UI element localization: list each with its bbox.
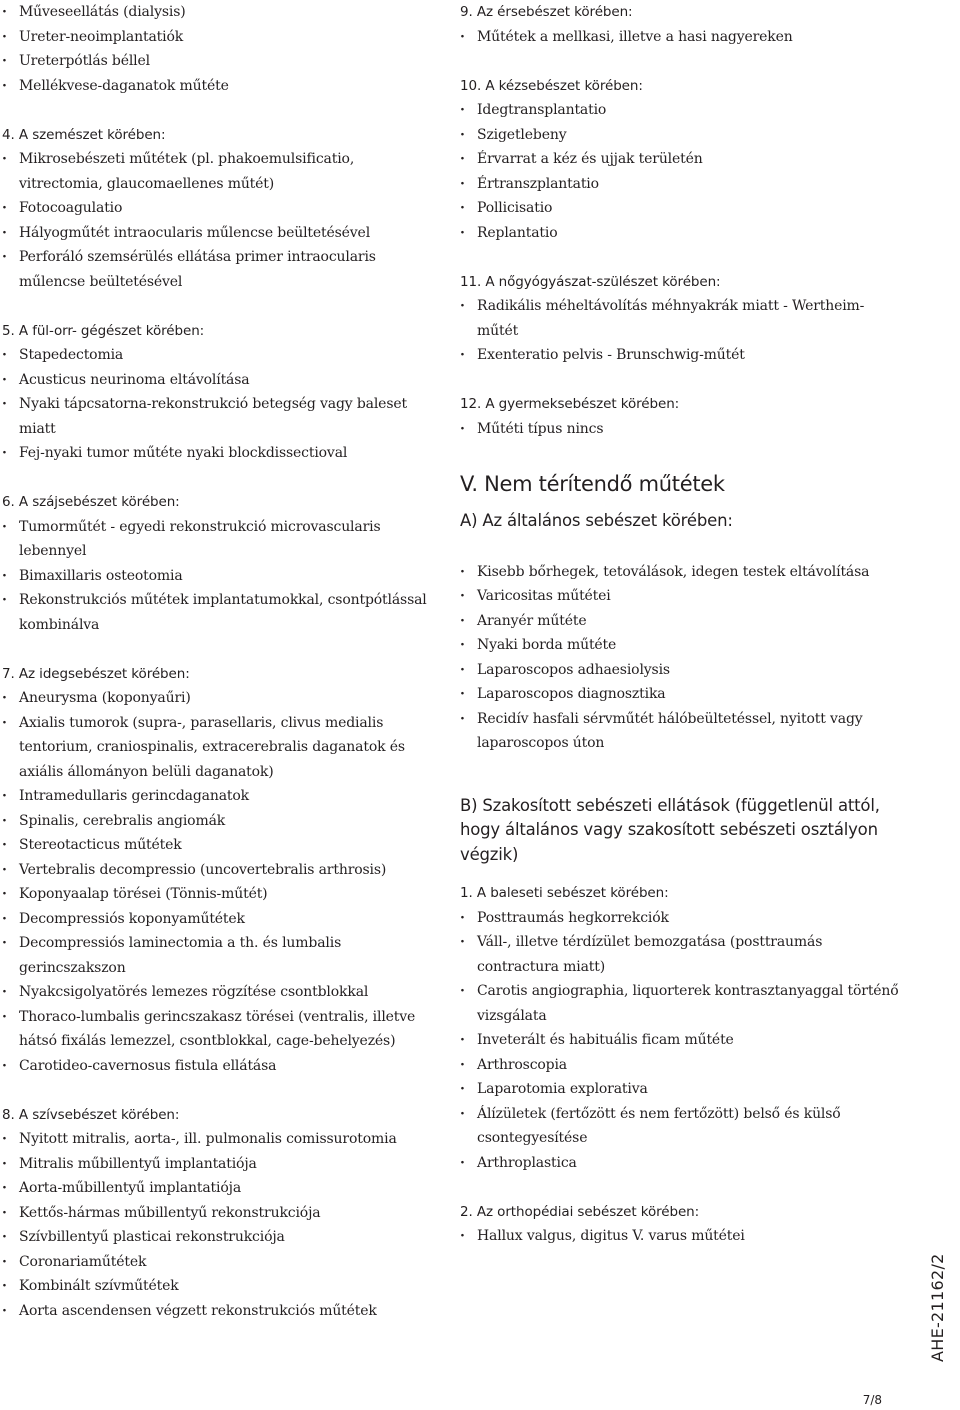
list-item: · Fej-nyaki tumor műtéte nyaki blockdissectioval [2,441,432,466]
page-number: 7/8 [862,1393,882,1407]
list-item: · Intramedullaris gerincdaganatok [2,784,432,809]
list-item: · Koponyaalap törései (Tönnis-műtét) [2,882,432,907]
list-item: · Arthroplastica [460,1151,900,1176]
section-heading: 5. A fül-orr- gégészet körében: [2,322,205,339]
list-item: · Kisebb bőrhegek, tetoválások, idegen testek eltávolítása [460,560,900,585]
list-item: · Inveterált és habituális ficam műtéte [460,1028,900,1053]
list-item: · Kettős-hármas műbillentyű rekonstrukciója [2,1201,432,1226]
list-item: · Nyakcsigolyatörés lemezes rögzítése csontblokkal [2,980,432,1005]
list-item: · Acusticus neurinoma eltávolítása [2,368,432,393]
list-item: · Érvarrat a kéz és ujjak területén [460,147,900,172]
section-hand-surgery [460,74,900,246]
continued-list [2,0,432,98]
list-item: · Rekonstrukciós műtétek implantatumokkal, csontpótlással kombinálva [2,588,432,637]
list-item: · Pollicisatio [460,196,900,221]
list-item: · Decompressiós koponyaműtétek [2,907,432,932]
list-item: · Thoraco-lumbalis gerincszakasz törései (ventralis, illetve hátsó fixálás lemezzel, csontblokkal, cage-behelyezés) [2,1005,432,1054]
section-cardiac-surgery [2,1103,432,1324]
list-item: · Fotocoagulatio [2,196,432,221]
list-item: · Carotideo-cavernosus fistula ellátása [2,1054,432,1079]
list-item: · Műveseellátás (dialysis) [2,0,432,25]
list-item: · Nyaki tápcsatorna-rekonstrukció betegség vagy baleset miatt [2,392,432,441]
list-item: · Hályogműtét intraocularis műlencse beültetésével [2,221,432,246]
section-heading: 12. A gyermeksebészet körében: [460,396,680,412]
list-item: · Aneurysma (koponyaűri) [2,686,432,711]
section-heading: 6. A szájsebészet körében: [2,494,180,510]
section-ophthalmology [2,123,432,295]
list-item: · Aranyér műtéte [460,609,900,634]
section-heading: 10. A kézsebészet körében: [460,77,643,94]
subsection-heading: B) Szakosított sebészeti ellátások (függetlenül attól, hogy általános vagy szakosított sebészeti osztályon végzik) [460,795,880,864]
list-item: · Posttraumás hegkorrekciók [460,906,900,931]
list-item: · Hallux valgus, digitus V. varus műtétei [460,1224,900,1249]
section-heading: 2. Az orthopédiai sebészet körében: [460,1203,700,1220]
section-vascular-surgery [460,0,900,49]
list-item: · Stapedectomia [2,343,432,368]
right-column [460,0,900,1249]
section-orthopedic-surgery [460,1200,900,1249]
list-item: · Nyitott mitralis, aorta-, ill. pulmonalis comissurotomia [2,1127,432,1152]
list-item: · Carotis angiographia, liquorterek kontrasztanyaggal történő vizsgálata [460,979,900,1028]
section-heading: 11. A nőgyógyászat-szülészet körében: [460,273,721,290]
section-pediatric-surgery [460,392,900,441]
section-ent [2,319,432,466]
list-item: · Tumorműtét - egyedi rekonstrukció microvascularis lebennyel [2,515,432,564]
list-item: · Varicositas műtétei [460,584,900,609]
list-item: · Coronariaműtétek [2,1250,432,1275]
section-heading: 8. A szívsebészet körében: [2,1106,180,1123]
list-item: · Álízületek (fertőzött és nem fertőzött) belső és külső csontegyesítése [460,1102,900,1151]
general-surgery-list [460,560,900,756]
list-item: · Laparoscopos adhaesiolysis [460,658,900,683]
section-heading: 7. Az idegsebészet körében: [2,665,190,682]
list-item: · Ureter-neoimplantatiók [2,25,432,50]
list-item: · Mitralis műbillentyű implantatiója [2,1152,432,1177]
list-item: · Spinalis, cerebralis angiomák [2,809,432,834]
list-item: · Vertebralis decompressio (uncovertebralis arthrosis) [2,858,432,883]
list-item: · Radikális méheltávolítás méhnyakrák miatt - Wertheim-műtét [460,294,900,343]
section-heading: 1. A baleseti sebészet körében: [460,885,669,901]
list-item: · Replantatio [460,221,900,246]
list-item: · Bimaxillaris osteotomia [2,564,432,589]
document-code: AHE-21162/2 [928,1253,947,1362]
list-item: · Műtéti típus nincs [460,417,900,442]
section-heading: 4. A szemészet körében: [2,126,166,143]
list-item: · Laparotomia explorativa [460,1077,900,1102]
list-item: · Szigetlebeny [460,123,900,148]
list-item: · Idegtransplantatio [460,98,900,123]
section-neurosurgery [2,662,432,1079]
list-item: · Stereotacticus műtétek [2,833,432,858]
list-item: · Axialis tumorok (supra-, parasellaris, clivus medialis tentorium, craniospinalis, extracerebralis daganatok és axiális állományon belüli daganatok) [2,711,432,785]
section-oral-surgery [2,490,432,637]
list-item: · Mikrosebészeti műtétek (pl. phakoemulsificatio, vitrectomia, glaucomaellenes műtét) [2,147,432,196]
chapter-title: V. Nem térítendő műtétek [460,472,725,496]
subsection-heading: A) Az általános sebészet körében: [460,511,733,530]
list-item: · Értranszplantatio [460,172,900,197]
list-item: · Perforáló szemsérülés ellátása primer intraocularis műlencse beültetésével [2,245,432,294]
list-item: · Recidív hasfali sérvműtét hálóbeültetéssel, nyitott vagy laparoscopos úton [460,707,900,756]
list-item: · Laparoscopos diagnosztika [460,682,900,707]
list-item: · Aorta ascendensen végzett rekonstrukciós műtétek [2,1299,432,1324]
list-item: · Műtétek a mellkasi, illetve a hasi nagyereken [460,25,900,50]
section-gynecology [460,270,900,368]
section-heading: 9. Az érsebészet körében: [460,4,633,20]
left-column [2,0,432,1323]
list-item: · Arthroscopia [460,1053,900,1078]
list-item: · Decompressiós laminectomia a th. és lumbalis gerincszakszon [2,931,432,980]
list-item: · Mellékvese-daganatok műtéte [2,74,432,99]
section-trauma-surgery [460,881,900,1175]
list-item: · Exenteratio pelvis - Brunschwig-műtét [460,343,900,368]
list-item: · Kombinált szívműtétek [2,1274,432,1299]
list-item: · Ureterpótlás béllel [2,49,432,74]
list-item: · Aorta-műbillentyű implantatiója [2,1176,432,1201]
list-item: · Nyaki borda műtéte [460,633,900,658]
list-item: · Szívbillentyű plasticai rekonstrukciója [2,1225,432,1250]
list-item: · Váll-, illetve térdízület bemozgatása (posttraumás contractura miatt) [460,930,900,979]
